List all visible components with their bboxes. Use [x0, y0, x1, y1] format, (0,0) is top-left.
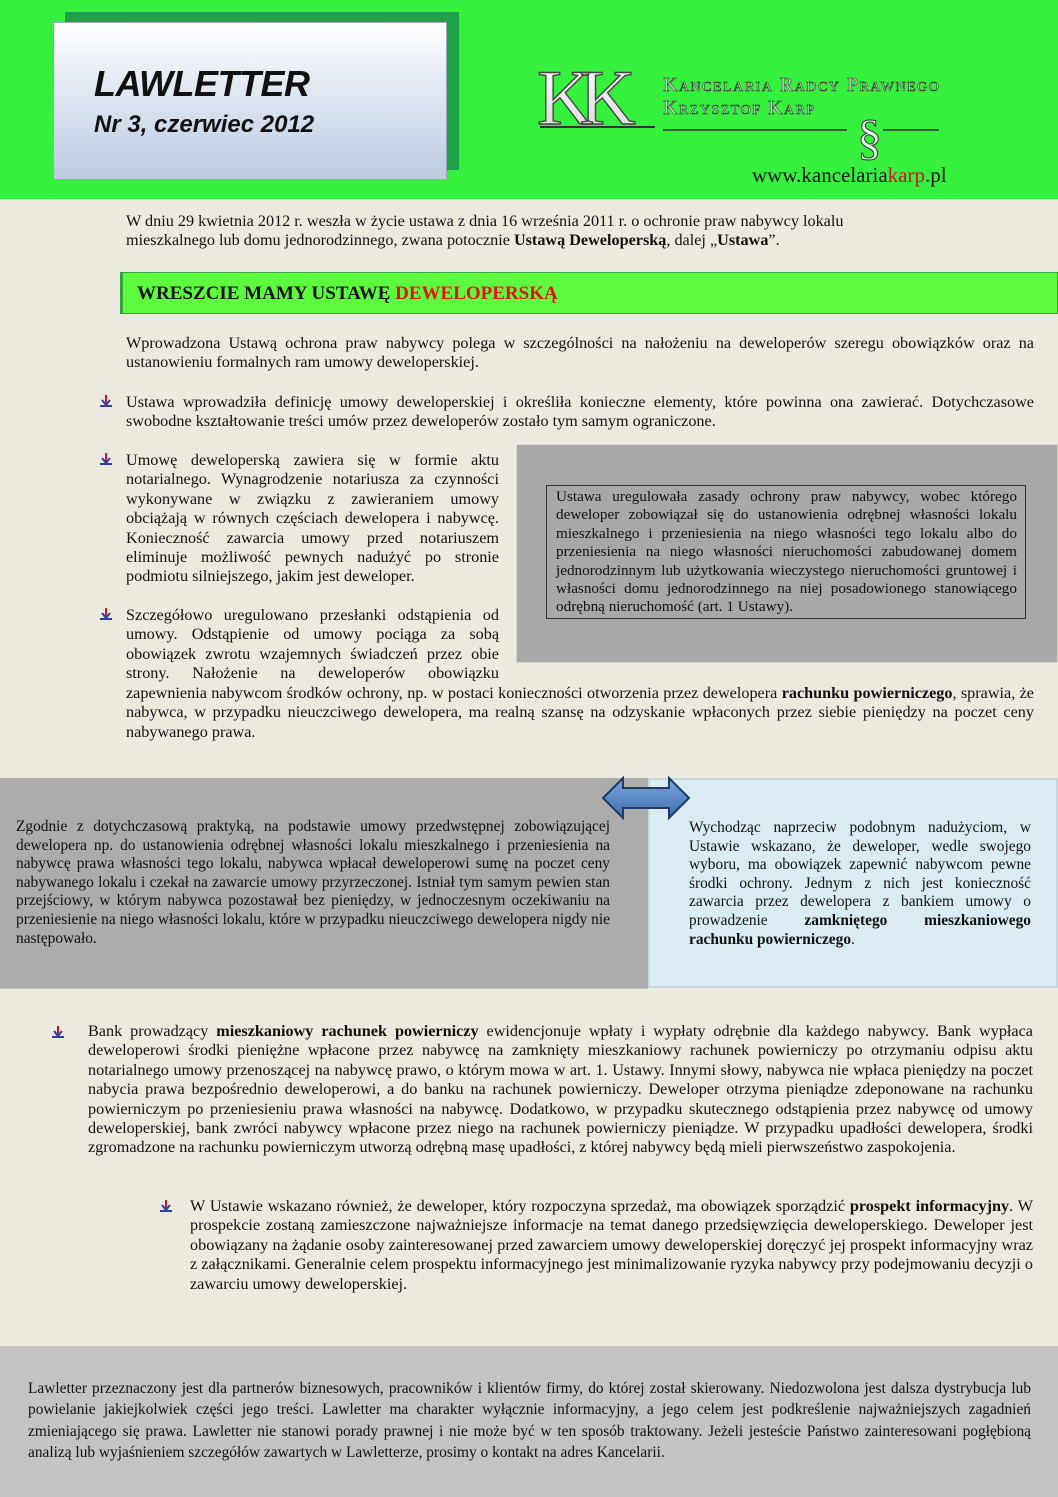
note-text: Ustawa uregulowała zasady ochrony praw nabywcy, wobec którego deweloper zobowiązał się do ustanowienia odrębnej własności lokalu mieszkalnego i przeniesienia na niego własności tego lokalu albo do przeniesienia na niego własności nieruchomości zabudowanej domem jednorodzinnym lub użytkowania wieczystego nieruchomości gruntowej i własności domu jednorodzinnego na niej posadowionego stanowiącego odrębną nieruchomość (art. 1 Ustawy). — [556, 488, 1017, 616]
bullet-prospectus: W Ustawie wskazano również, że deweloper, który rozpoczyna sprzedaż, ma obowiązek sporządzić prospekt informacyjny. W prospekcie zostaną zamieszczone najważniejsze informacje na temat danego przedsięwzięcia deweloperskiego. Deweloper jest obowiązany na żądanie osoby zainteresowanej przed zawarciem umowy deweloperskiej doręczyć jej prospekt informacyjny wraz z załącznikami. Generalnie celem prospektu informacyjnego jest minimalizowanie ryzyka nabywcy przy podejmowaniu decyzji o zawarciu umowy deweloperskiej. — [190, 1197, 1033, 1293]
intro-paragraph: W dniu 29 kwietnia 2012 r. weszła w życie ustawa z dnia 16 września 2011 r. o ochronie praw nabywcy lokalu mieszkalnego lub domu jednorodzinnego, zwana potocznie Ustawą Deweloperską, dalej „Ustawa”. — [126, 212, 844, 250]
new-law-text: Wychodząc naprzeciw podobnym nadużyciom, w Ustawie wskazano, że deweloper, wedle swojego wyboru, ma obowiązek zapewnić nabywcom pewne środki ochrony. Jednym z nich jest konieczność zawarcia przez dewelopera z bankiem umowy o prowadzenie zamkniętego mieszkaniowego rachunku powierniczego. — [689, 819, 1031, 948]
bullet-notarial-form: Umowę deweloperską zawiera się w formie aktu notarialnego. Wynagrodzenie notariusza za czynności wykonywane w związku z zawieraniem umowy obciążają w równych częściach dewelopera i nabywcę. Konieczność zawarcia umowy przed notariuszem eliminuje możliwość pewnych nadużyć po stronie podmiotu silniejszego, jakim jest deweloper. — [126, 451, 499, 586]
bullet-withdrawal: Szczegółowo uregulowano przesłanki odstąpienia od umowy. Odstąpienie od umowy pociąga za sobą obowiązek zwrotu wzajemnych świadczeń przez obie strony. Nałożenie na deweloperów obowiązku — [126, 606, 499, 683]
previous-practice-text: Zgodnie z dotychczasową praktyką, na podstawie umowy przedwstępnej zobowiązującej dewelopera np. do ustanowienia odrębnej własności lokalu mieszkalnego i przeniesienia na nabywcę prawa własności tego lokalu, nabywca wpłacał deweloperowi sumę na poczet ceny nabywanego lokalu i czekał na zawarcie umowy przyrzeczonej. Istniał tym samym pewien stan przejściowy, w którym nabywca pozostawał bez pieniędzy, w jednoczesnym oczekiwaniu na przeniesienie na niego własności lokalu, które w przypadku nieuczciwego dewelopera nigdy nie następowało. — [16, 818, 610, 947]
comparison-new-law — [648, 778, 1058, 988]
newsletter-title: LAWLETTER — [94, 63, 310, 104]
comparison-previous-practice — [0, 778, 648, 989]
issue-number: Nr 3, czerwiec 2012 — [94, 111, 315, 138]
firm-name-line-1: Kancelaria Radcy Prawnego — [663, 74, 941, 96]
section-heading: WRESZCIE MAMY USTAWĘ DEWELOPERSKĄ — [137, 283, 558, 304]
note-box — [546, 485, 1026, 619]
bullet-arrow-icon — [52, 1026, 62, 1038]
double-arrow-icon — [601, 776, 691, 820]
bullet-arrow-icon — [100, 453, 110, 465]
bullet-arrow-icon — [100, 395, 110, 407]
bullet-arrow-icon — [100, 608, 110, 620]
logo-letters: KK — [537, 62, 622, 141]
bullet-definition: Ustawa wprowadziła definicję umowy deweloperskiej i określiła konieczne elementy, które powinna ona zawierać. Dotychczasowe swobodne kształtowanie treści umów przez deweloperów zostało tym samym ograniczone. — [126, 393, 1034, 431]
footer-disclaimer: Lawletter przeznaczony jest dla partnerów biznesowych, pracowników i klientów firmy, do której został skierowany. Niedozwolona jest dalsza dystrybucja lub powielanie jakiejkolwiek części jego treści. Lawletter ma charakter wyłącznie informacyjny, a jego celem jest podkreślenie najważniejszych zagadnień zmieniającego się prawa. Lawletter nie stanowi porady prawnej i nie może być w ten sposób traktowany. Jeżeli jesteście Państwo zainteresowani pogłębioną analizą lub wyjaśnieniem szczegółów zawartych w Lawletterze, prosimy o kontakt na adres Kancelarii. — [28, 1380, 1031, 1462]
section-heading-banner — [122, 272, 1058, 314]
paragraph-intro-protection: Wprowadzona Ustawą ochrona praw nabywcy polega w szczególności na nałożeniu na deweloperów szeregu obowiązków oraz na ustanowieniu formalnych ram umowy deweloperskiej. — [126, 334, 1034, 372]
bullet-trust-account: Bank prowadzący mieszkaniowy rachunek powierniczy ewidencjonuje wpłaty i wypłaty odrębnie dla każdego nabywcy. Bank wypłaca deweloperowi środki pieniężne wpłacone przez nabywcę na zamknięty mieszkaniowy rachunek powierniczy po otrzymaniu odpisu aktu notarialnego umowy przenoszącej na nabywcę prawo, o którym mowa w art. 1. Ustawy. Innymi słowy, nabywca nie wpłaca pieniędzy na poczet nabycia prawa bezpośrednio deweloperowi, a do banku na rachunek powierniczy. Deweloper otrzyma pieniądze zdeponowane na rachunku powierniczym po przeniesieniu prawa własności na nabywcę. Dodatkowo, w przypadku skutecznego odstąpienia przez nabywcę od umowy deweloperskiej, bank zwróci nabywcy wpłacone przez niego na rachunek powierniczy pieniądze. W przypadku upadłości dewelopera, środki zgromadzone na rachunku powierniczym utworzą odrębną masę upadłości, z której nabywcy będą mieli pierwszeństwo zaspokojenia. — [88, 1022, 1033, 1157]
bullet-withdrawal-continued: zapewnienia nabywcom środków ochrony, np. w postaci konieczności otworzenia przez dewelopera rachunku powierniczego, sprawia, że nabywca, w przypadku nieuczciwego dewelopera, ma realną szansę na odzyskanie wpłaconych przez siebie pieniędzy na poczet ceny nabywanego prawa. — [126, 684, 1034, 741]
firm-logo — [535, 62, 945, 162]
website-link[interactable]: www.kancelariakarp.pl — [752, 163, 947, 187]
firm-name-line-2: Krzysztof Karp — [663, 97, 816, 119]
bullet-arrow-icon — [160, 1200, 170, 1212]
section-sign-icon: § — [857, 109, 882, 162]
title-box — [53, 22, 447, 180]
